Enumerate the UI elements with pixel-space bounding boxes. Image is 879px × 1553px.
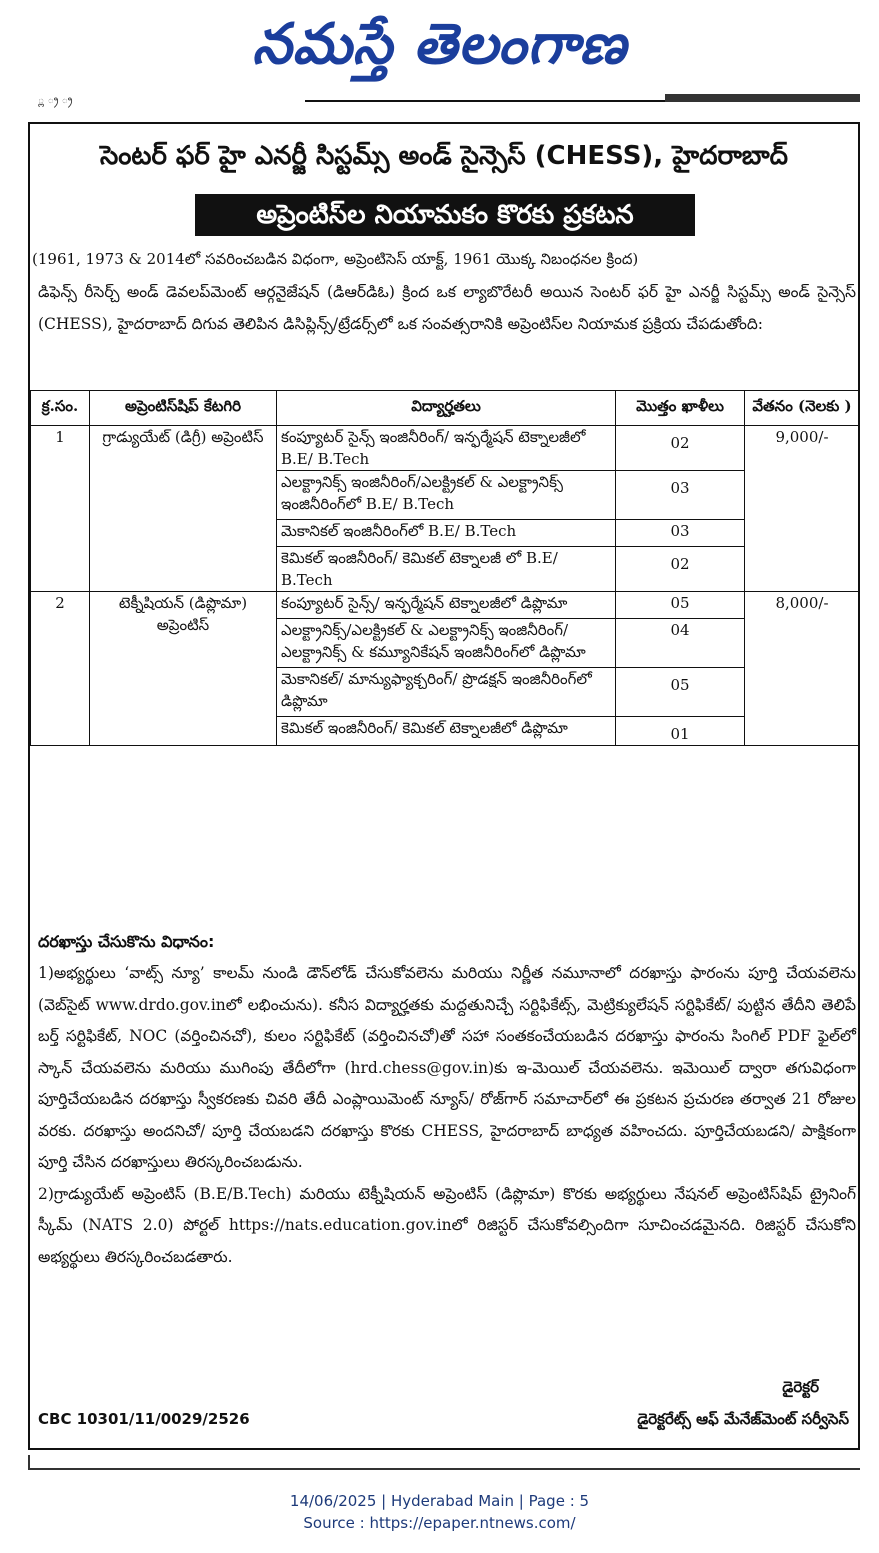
header-fragment: ్ల ్ర ్ర — [38, 93, 73, 106]
header-category: అప్రెంటిస్‌షిప్ కేటగిరి — [90, 391, 277, 426]
qualification-cell: మెకానికల్/ మాన్యుఫ్యాక్చరింగ్/ ప్రొడక్షన్ ఇంజినీరింగ్‌లో డిప్లొమా — [277, 668, 616, 717]
bottom-rule — [28, 1468, 860, 1470]
vacancy-cell: 02 — [616, 547, 745, 592]
vacancy-cell: 03 — [616, 471, 745, 520]
qualification-cell: కంప్యూటర్ సైన్స్ ఇంజినీరింగ్/ ఇన్ఫర్మేషన్ టెక్నాలజీలో B.E/ B.Tech — [277, 426, 616, 471]
act-line: (1961, 1973 & 2014లో సవరించబడిన విధంగా, అప్రెంటిసెస్ యాక్ట్, 1961 యొక్క నిబంధనల క్రింద) — [32, 250, 639, 268]
footer-date-edition: 14/06/2025 | Hyderabad Main | Page : 5 — [289, 1492, 590, 1510]
signatory-designation: డైరెక్టర్ — [782, 1378, 819, 1396]
sno-cell: 1 — [31, 426, 90, 592]
table-row — [31, 426, 860, 471]
apply-point-1: 1)అభ్యర్థులు ‘వాట్స్ న్యూ’ కాలమ్ నుండి డౌన్‌లోడ్ చేసుకోవలెను మరియు నిర్ణీత నమూనాలో దరఖాస్తు ఫారంను పూర్తి చేయవలెను (వెబ్‌సైట్ www.drdo.gov.inలో లభించును). కనీస విద్యార్హతకు మద్దతునిచ్చే సర్టిఫికేట్స్, మెట్రిక్యులేషన్ సర్టిఫికేట్/ పుట్టిన తేదీని తెలిపే బర్త్ సర్టిఫికేట్, NOC (వర్తించినచో), కులం సర్టిఫికేట్ (వర్తించినచో)తో సహా సంతకంచేయబడిన దరఖాస్తు ఫారంను సింగిల్ PDF ఫైల్‌లో స్కాన్ చేయవలెను మరియు ముగింపు తేదీలోగా (hrd.chess@gov.in)కు ఇ-మెయిల్ చేయవలెను. ఇమెయిల్ ద్వారా తగువిధంగా పూర్తిచేయబడిన దరఖాస్తు స్వీకరణకు చివరి తేదీ ఎంప్లాయిమెంట్ న్యూస్/ రోజ్‌గార్ సమాచార్‌లో ఈ ప్రకటన ప్రచురణ తర్వాత 21 రోజుల వరకు. దరఖాస్తు అందనిచో/ పూర్తి చేయబడని దరఖాస్తు కొరకు CHESS, హైదరాబాద్ బాధ్యత వహించదు. పూర్తిచేయబడని/ పాక్షికంగా పూర్తి చేసిన దరఖాస్తులు తిరస్కరించబడును. — [38, 964, 856, 1171]
vacancy-cell: 01 — [616, 717, 745, 746]
header-stipend: వేతనం (నెలకు ) — [745, 391, 860, 426]
vacancy-cell: 03 — [616, 520, 745, 547]
stipend-cell: 9,000/- — [745, 426, 860, 592]
qualification-cell: మెకానికల్ ఇంజినీరింగ్‌లో B.E/ B.Tech — [277, 520, 616, 547]
qualification-cell: కంప్యూటర్ సైన్స్/ ఇన్ఫర్మేషన్ టెక్నాలజీలో డిప్లొమా — [277, 592, 616, 619]
category-cell: టెక్నీషియన్ (డిప్లొమా) అప్రెంటిస్ — [90, 592, 277, 746]
table-row — [31, 592, 860, 619]
page-footer — [0, 1490, 879, 1534]
newspaper-masthead: నమస్తే తెలంగాణ — [252, 12, 627, 77]
sno-cell: 2 — [31, 592, 90, 746]
vacancy-cell: 05 — [616, 592, 745, 619]
cbc-number: CBC 10301/11/0029/2526 — [38, 1410, 250, 1428]
category-cell: గ్రాడ్యుయేట్ (డిగ్రీ) అప్రెంటిస్ — [90, 426, 277, 592]
issuing-office: డైరెక్టరేట్స్ ఆఫ్ మేనేజ్‌మెంట్ సర్వీసెస్ — [637, 1410, 849, 1428]
vacancy-table — [30, 390, 860, 746]
footer-source: Source : https://epaper.ntnews.com/ — [303, 1514, 576, 1532]
apply-point-2: 2)గ్రాడ్యుయేట్ అప్రెంటిస్ (B.E/B.Tech) మరియు టెక్నీషియన్ అప్రెంటిస్ (డిప్లొమా) కొరకు అభ్యర్థులు నేషనల్ అప్రెంటిస్‌షిప్ ట్రైనింగ్ స్కీమ్ (NATS 2.0) పోర్టల్ https://nats.education.gov.inలో రిజిస్టర్ చేసుకోవల్సిందిగా సూచించడమైనది. రిజిస్టర్ చేసుకోని అభ్యర్థులు తిరస్కరించబడతారు. — [38, 1184, 856, 1266]
bottom-rule-tick — [28, 1455, 30, 1469]
header-rule-block — [665, 94, 860, 102]
vacancy-cell: 05 — [616, 668, 745, 717]
notice-subtitle: అప్రెంటిస్‌ల నియామకం కొరకు ప్రకటన — [195, 194, 695, 236]
how-to-apply-heading: దరఖాస్తు చేసుకొను విధానం: — [38, 932, 215, 951]
table-header-row — [31, 391, 860, 426]
qualification-cell: ఎలక్ట్రానిక్స్ ఇంజినీరింగ్/ఎలక్ట్రికల్ & ఎలక్ట్రానిక్స్ ఇంజినీరింగ్‌లో B.E/ B.Tech — [277, 471, 616, 520]
qualification-cell: కెమికల్ ఇంజినీరింగ్/ కెమికల్ టెక్నాలజీ లో B.E/ B.Tech — [277, 547, 616, 592]
header-qualification: విద్యార్హతలు — [277, 391, 616, 426]
vacancy-cell: 04 — [616, 619, 745, 668]
header-sno: క్ర.సం. — [31, 391, 90, 426]
stipend-cell: 8,000/- — [745, 592, 860, 746]
how-to-apply-body — [38, 958, 856, 1273]
header-vacancies: మొత్తం ఖాళీలు — [616, 391, 745, 426]
intro-paragraph: డిఫెన్స్ రీసెర్చ్ అండ్ డెవలప్‌మెంట్ ఆర్గనైజేషన్ (డిఆర్‌డిఓ) క్రింద ఒక ల్యాబొరేటరీ అయిన సెంటర్ ఫర్ హై ఎనర్జీ సిస్టమ్స్ అండ్ సైన్సెస్ (CHESS), హైదరాబాద్ దిగువ తెలిపిన డిసిప్లిన్స్/ట్రేడర్స్‌లో ఒక సంవత్సరానికి అప్రెంటిస్‌ల నియామక ప్రక్రియ చేపడుతోంది: — [38, 283, 856, 333]
qualification-cell: ఎలక్ట్రానిక్స్/ఎలక్ట్రికల్ & ఎలక్ట్రానిక్స్ ఇంజినీరింగ్/ఎలక్ట్రానిక్స్ & కమ్యూనికేషన్ ఇంజినీరింగ్‌లో డిప్లొమా — [277, 619, 616, 668]
qualification-cell: కెమికల్ ఇంజినీరింగ్/ కెమికల్ టెక్నాలజీలో డిప్లొమా — [277, 717, 616, 746]
vacancy-cell: 02 — [616, 426, 745, 471]
notice-title: సెంటర్ ఫర్ హై ఎనర్జీ సిస్టమ్స్ అండ్ సైన్సెస్ (CHESS), హైదరాబాద్ — [99, 141, 789, 171]
